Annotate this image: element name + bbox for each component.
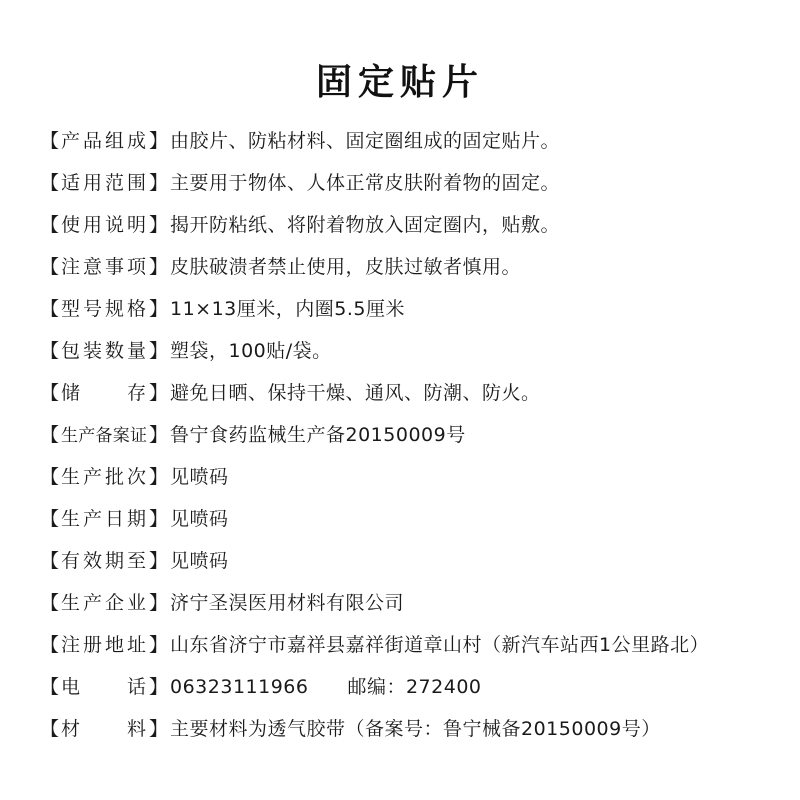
bracket-open: 【 [40,591,60,614]
spec-list [40,118,780,748]
field-label [40,336,168,363]
field-value: 济宁圣淏医用材料有限公司 [170,591,405,614]
field-label [40,588,168,615]
row-batch [40,454,780,496]
bracket-open: 【 [40,339,60,362]
label-text: 生产企业 [61,591,147,614]
page-title: 固定贴片 [315,61,484,103]
bracket-open: 【 [40,633,60,656]
bracket-close: 】 [148,129,168,152]
label-text: 生产日期 [61,507,147,530]
bracket-open: 【 [40,549,60,572]
label-text: 产品组成 [61,129,147,152]
field-label [40,420,168,447]
field-label [40,546,168,573]
bracket-close: 】 [148,171,168,194]
field-label [40,504,168,531]
field-value: 主要材料为透气胶带（备案号：鲁宁械备20150009号） [170,717,661,740]
label-text: 注意事项 [61,255,147,278]
row-composition [40,118,780,160]
bracket-open: 【 [40,171,60,194]
field-value: 鲁宁食药监械生产备20150009号 [170,423,466,446]
field-value: 山东省济宁市嘉祥县嘉祥街道章山村（新汽车站西1公里路北） [170,633,710,656]
field-value: 见喷码 [170,549,229,572]
bracket-close: 】 [148,255,168,278]
label-text: 适用范围 [61,171,147,194]
field-value: 见喷码 [170,465,229,488]
bracket-close: 】 [148,591,168,614]
field-label [40,672,168,699]
bracket-close: 】 [148,339,168,362]
field-value: 皮肤破溃者禁止使用，皮肤过敏者慎用。 [170,255,522,278]
field-label [40,714,168,741]
field-value: 06323111966 邮编：272400 [170,675,482,698]
label-text: 材料 [61,717,147,740]
bracket-close: 】 [148,423,168,446]
bracket-open: 【 [40,255,60,278]
field-label [40,252,168,279]
field-label [40,126,168,153]
bracket-open: 【 [40,213,60,236]
field-label [40,210,168,237]
row-model-spec [40,286,780,328]
row-scope [40,160,780,202]
field-value: 避免日晒、保持干燥、通风、防潮、防火。 [170,381,541,404]
bracket-close: 】 [148,633,168,656]
row-address [40,622,780,664]
row-production-filing [40,412,780,454]
label-text: 储存 [61,381,147,404]
field-label [40,168,168,195]
field-value: 见喷码 [170,507,229,530]
bracket-open: 【 [40,129,60,152]
bracket-close: 】 [148,297,168,320]
label-text: 包装数量 [61,339,147,362]
bracket-close: 】 [148,675,168,698]
field-label [40,378,168,405]
label-text: 型号规格 [61,297,147,320]
row-instructions [40,202,780,244]
bracket-open: 【 [40,381,60,404]
bracket-close: 】 [148,717,168,740]
row-material [40,706,780,748]
label-text: 生产备案证 [61,425,147,446]
row-production-date [40,496,780,538]
field-value: 由胶片、防粘材料、固定圈组成的固定贴片。 [170,129,561,152]
label-text: 注册地址 [61,633,147,656]
label-text: 生产批次 [61,465,147,488]
field-label [40,294,168,321]
field-value: 揭开防粘纸、将附着物放入固定圈内，贴敷。 [170,213,561,236]
row-package-qty [40,328,780,370]
bracket-close: 】 [148,549,168,572]
field-value: 11×13厘米，内圈5.5厘米 [170,297,405,320]
bracket-open: 【 [40,465,60,488]
bracket-close: 】 [148,381,168,404]
field-value: 主要用于物体、人体正常皮肤附着物的固定。 [170,171,561,194]
bracket-open: 【 [40,423,60,446]
label-text: 有效期至 [61,549,147,572]
label-text: 使用说明 [61,213,147,236]
row-manufacturer [40,580,780,622]
field-label [40,630,168,657]
bracket-open: 【 [40,675,60,698]
field-label [40,462,168,489]
row-expiry [40,538,780,580]
row-storage [40,370,780,412]
bracket-close: 】 [148,507,168,530]
bracket-open: 【 [40,297,60,320]
bracket-open: 【 [40,507,60,530]
bracket-close: 】 [148,465,168,488]
row-phone [40,664,780,706]
bracket-close: 】 [148,213,168,236]
bracket-open: 【 [40,717,60,740]
row-precautions [40,244,780,286]
field-value: 塑袋，100贴/袋。 [170,339,332,362]
label-text: 电话 [61,675,147,698]
